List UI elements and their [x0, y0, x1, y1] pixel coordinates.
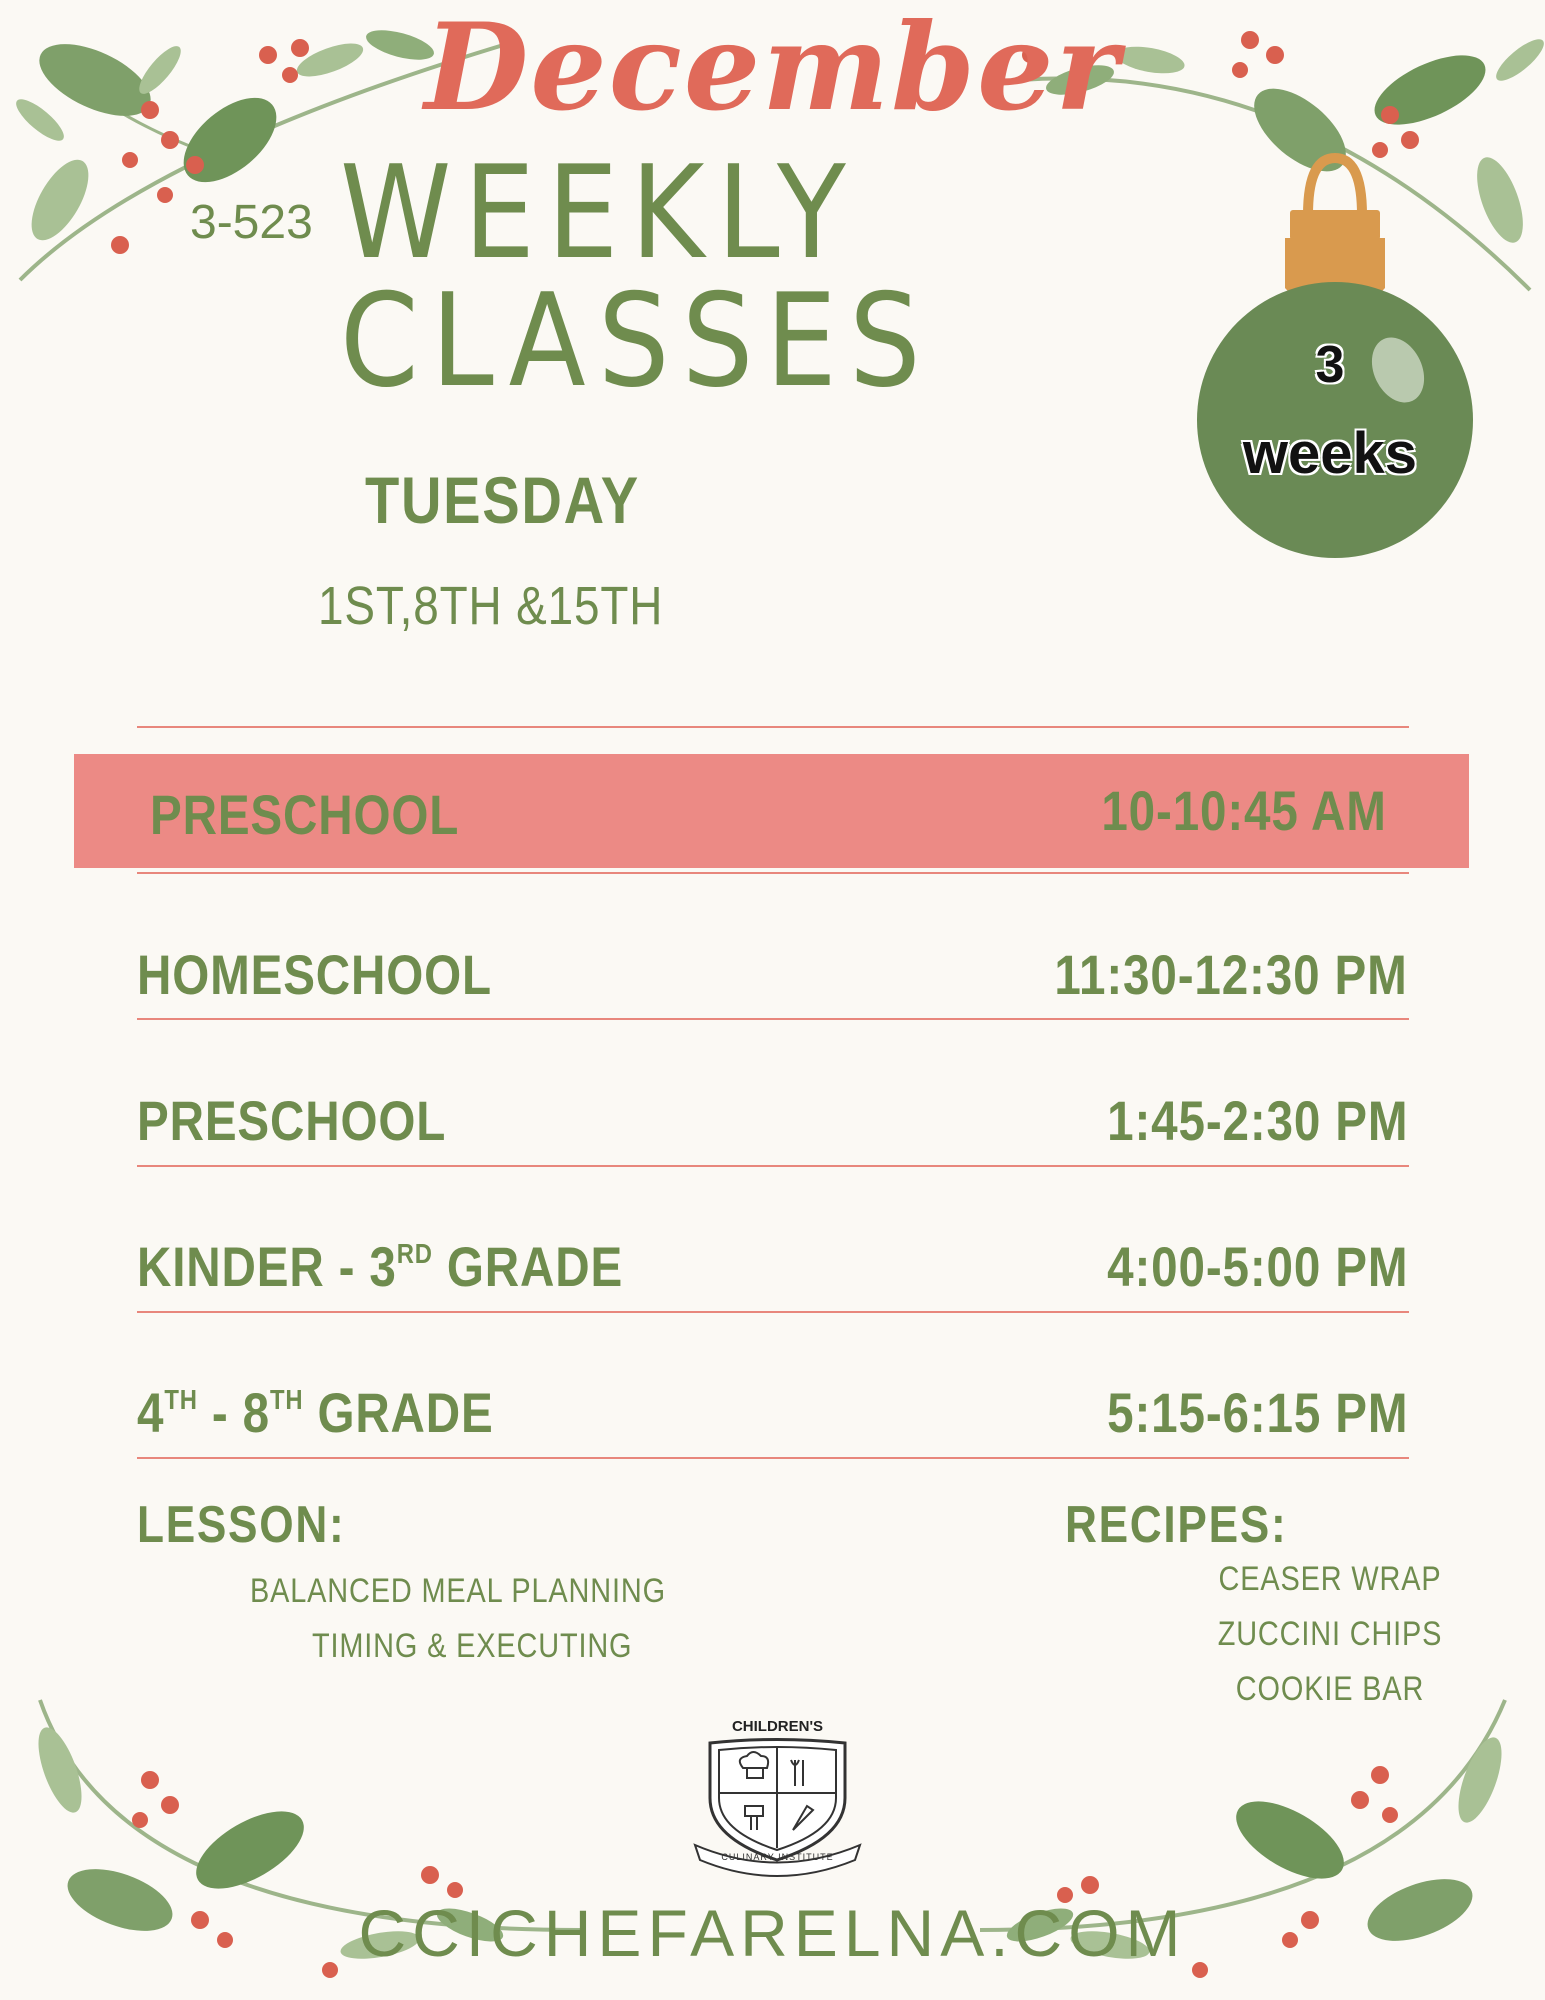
ornament-label: weeks — [1242, 421, 1418, 486]
recipe-item: ZUCCINI CHIPS — [1217, 1615, 1443, 1653]
website-link[interactable]: CCICHEFARELNA.COM — [358, 1896, 1187, 1970]
schedule-row-name: PRESCHOOL — [150, 783, 460, 846]
divider — [137, 872, 1409, 874]
schedule-row-time: 11:30-12:30 PM — [1054, 943, 1408, 1006]
schedule-row-name: HOMESCHOOL — [137, 943, 492, 1006]
divider — [137, 1165, 1409, 1167]
schedule-row-time: 5:15-6:15 PM — [1106, 1381, 1408, 1444]
logo-top-text: CHILDREN'S — [731, 1718, 824, 1735]
divider — [137, 726, 1409, 728]
ornament-number: 3 — [1315, 336, 1345, 394]
class-dates: 1ST,8TH &15TH — [318, 576, 664, 636]
schedule-row-name: KINDER - 3RD GRADE — [137, 1235, 624, 1298]
divider — [137, 1311, 1409, 1313]
lesson-item: TIMING & EXECUTING — [312, 1627, 633, 1665]
class-code: 3-523 — [190, 196, 313, 249]
lesson-item: BALANCED MEAL PLANNING — [250, 1572, 666, 1610]
recipe-item: CEASER WRAP — [1218, 1560, 1442, 1598]
divider — [137, 1457, 1409, 1459]
recipe-item: COOKIE BAR — [1235, 1670, 1425, 1708]
schedule-row-name: 4TH - 8TH GRADE — [137, 1381, 494, 1444]
lesson-heading: LESSON: — [137, 1496, 346, 1554]
schedule-row-time: 4:00-5:00 PM — [1106, 1235, 1408, 1298]
schedule-row-time: 10-10:45 AM — [1101, 779, 1387, 842]
page-title: WEEKLY CLASSES — [340, 139, 933, 416]
month-title: December — [424, 0, 1121, 138]
recipes-heading: RECIPES: — [1065, 1496, 1288, 1554]
logo-ribbon-text: CULINARY INSTITUTE — [721, 1852, 834, 1862]
schedule-row-name: PRESCHOOL — [137, 1089, 447, 1152]
schedule-row-time: 1:45-2:30 PM — [1106, 1089, 1408, 1152]
class-day: TUESDAY — [365, 463, 640, 537]
divider — [137, 1018, 1409, 1020]
